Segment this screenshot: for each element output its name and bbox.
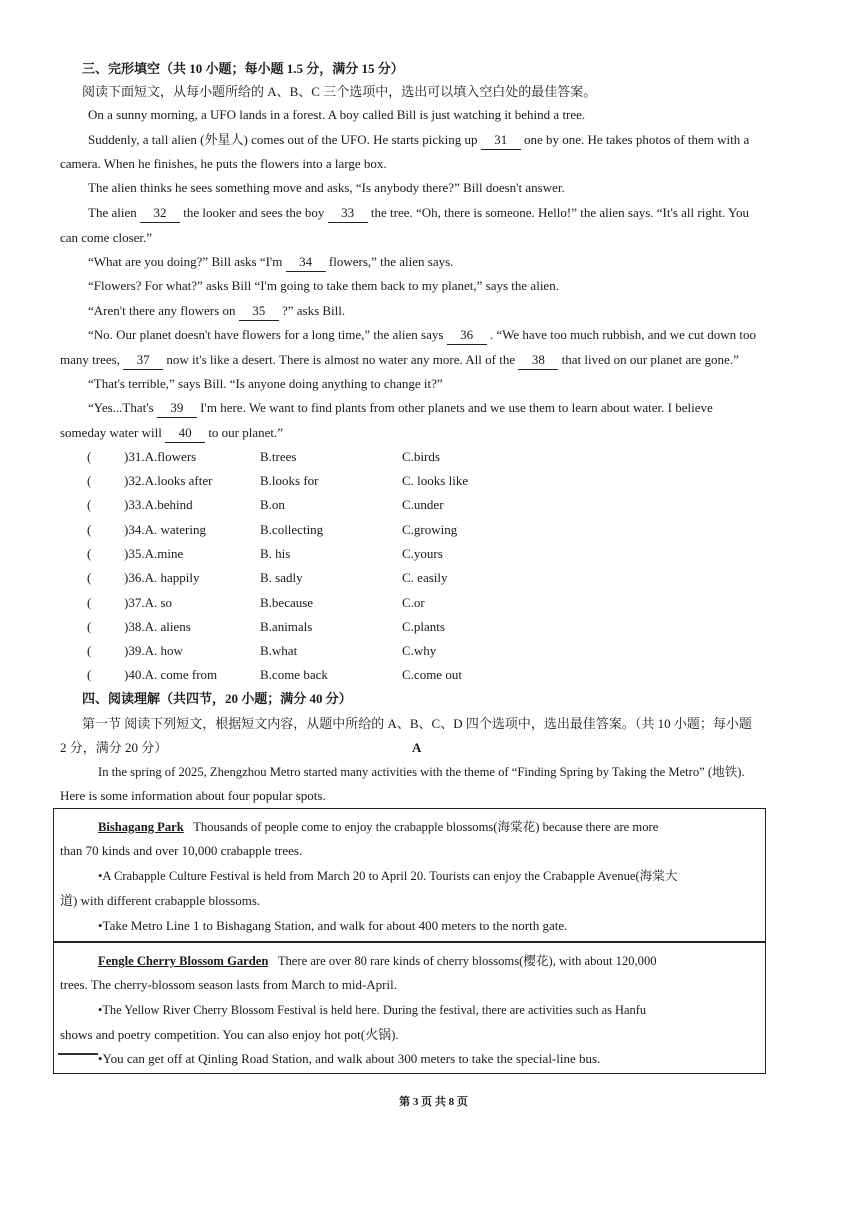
option-b: B. his	[260, 546, 291, 561]
option-a: )31.A.flowers	[124, 449, 197, 464]
passage-text: flowers,” the alien says.	[328, 254, 454, 269]
passage-text: someday water will	[60, 425, 162, 440]
blank-37: 37	[123, 351, 163, 370]
passage-text: many trees,	[60, 352, 120, 367]
option-c: C.come out	[402, 667, 462, 682]
spot-text: Thousands of people come to enjoy the crabapple blossoms(海棠花) because there are more	[193, 820, 659, 834]
passage-text: The alien	[88, 205, 137, 220]
passage-line: “That's terrible,” says Bill. “Is anyone doing anything to change it?”	[88, 376, 443, 391]
section3-heading: 三、完形填空（共 10 小题；每小题 1.5 分，满分 15 分）	[82, 61, 404, 76]
passage-text: “Aren't there any flowers on	[88, 303, 236, 318]
scan-smudge	[58, 1053, 98, 1055]
section4-instruction: 2 分，满分 20 分）	[60, 740, 168, 755]
passage-line	[88, 131, 749, 150]
passage-text: “What are you doing?” Bill asks “I'm	[88, 254, 283, 269]
option-a: )34.A. watering	[124, 522, 206, 537]
passage-text: . “We have too much rubbish, and we cut down too	[489, 327, 757, 342]
spot-line: shows and poetry competition. You can also enjoy hot pot(火锅).	[60, 1027, 399, 1042]
option-a: )37.A. so	[124, 595, 173, 610]
blank-36: 36	[447, 326, 487, 345]
option-b: B.collecting	[260, 522, 324, 537]
answer-paren: (	[87, 473, 92, 488]
blank-34: 34	[286, 253, 326, 272]
option-b: B.on	[260, 497, 285, 512]
option-a: )32.A.looks after	[124, 473, 213, 488]
blank-33: 33	[328, 204, 368, 223]
answer-paren: (	[87, 449, 92, 464]
intro-line: Here is some information about four popular spots.	[60, 788, 326, 803]
passage-line: “Flowers? For what?” asks Bill “I'm going to take them back to my planet,” says the alien.	[88, 278, 559, 293]
option-c: C.under	[402, 497, 444, 512]
option-c: C. looks like	[402, 473, 469, 488]
passage-text: to our planet.”	[208, 425, 284, 440]
blank-39: 39	[157, 399, 197, 418]
passage-text: “Yes...That's	[88, 400, 154, 415]
answer-paren: (	[87, 497, 92, 512]
spot-line: •You can get off at Qinling Road Station, and walk about 300 meters to take the special-line bus.	[98, 1051, 601, 1066]
passage-line: On a sunny morning, a UFO lands in a forest. A boy called Bill is just watching it behind a tree.	[88, 107, 586, 122]
answer-paren: (	[87, 643, 92, 658]
option-c: C.or	[402, 595, 425, 610]
option-c: C.yours	[402, 546, 443, 561]
spot-line: •The Yellow River Cherry Blossom Festival is held here. During the festival, there are activities such as Hanfu	[98, 1003, 647, 1017]
spot-line: than 70 kinds and over 10,000 crabapple trees.	[60, 843, 303, 858]
option-b: B. sadly	[260, 570, 303, 585]
spot-text: There are over 80 rare kinds of cherry blossoms(樱花), with about 120,000	[277, 954, 657, 968]
section3-instruction: 阅读下面短文，从每小题所给的 A、B、C 三个选项中，选出可以填入空白处的最佳答案。	[82, 84, 597, 99]
spot-line	[98, 818, 658, 836]
passage-line: The alien thinks he sees something move and asks, “Is anybody there?” Bill doesn't answer.	[88, 180, 565, 195]
passage-line	[60, 351, 739, 370]
answer-paren: (	[87, 595, 92, 610]
passage-line	[88, 204, 749, 223]
option-a: )39.A. how	[124, 643, 183, 658]
blank-31: 31	[481, 131, 521, 150]
option-a: )35.A.mine	[124, 546, 184, 561]
option-b: B.what	[260, 643, 298, 658]
passage-line	[60, 424, 283, 443]
spot-box-bishagang	[53, 808, 766, 943]
option-c: C.why	[402, 643, 437, 658]
passage-text: one by one. He takes photos of them with a	[523, 132, 750, 147]
option-a: )33.A.behind	[124, 497, 193, 512]
passage-text: I'm here. We want to find plants from other planets and we use them to learn about water. I believe	[200, 400, 713, 415]
answer-paren: (	[87, 522, 92, 537]
passage-line: can come closer.”	[60, 230, 153, 245]
passage-text: the looker and sees the boy	[183, 205, 325, 220]
passage-line	[88, 326, 756, 345]
answer-paren: (	[87, 619, 92, 634]
passage-line	[88, 253, 453, 272]
passage-label: A	[412, 740, 422, 755]
passage-text: the tree. “Oh, there is someone. Hello!” the alien says. “It's all right. You	[370, 205, 750, 220]
page-footer: 第 3 页 共 8 页	[399, 1096, 468, 1108]
option-b: B.come back	[260, 667, 328, 682]
option-b: B.animals	[260, 619, 313, 634]
answer-paren: (	[87, 546, 92, 561]
spot-name: Bishagang Park	[98, 820, 184, 834]
passage-text: now it's like a desert. There is almost no water any more. All of the	[166, 352, 516, 367]
spot-box-fengle	[53, 941, 766, 1074]
passage-text: Suddenly, a tall alien (外星人) comes out of the UFO. He starts picking up	[88, 132, 478, 147]
blank-32: 32	[140, 204, 180, 223]
option-a: )40.A. come from	[124, 667, 218, 682]
section4-instruction: 第一节 阅读下列短文，根据短文内容，从题中所给的 A、B、C、D 四个选项中，选出最佳答案。（共 10 小题；每小题	[82, 716, 752, 731]
option-b: B.looks for	[260, 473, 319, 488]
passage-line	[88, 399, 713, 418]
blank-38: 38	[518, 351, 558, 370]
option-a: )36.A. happily	[124, 570, 200, 585]
option-c: C.birds	[402, 449, 440, 464]
spot-line: trees. The cherry-blossom season lasts from March to mid-April.	[60, 977, 397, 992]
section4-heading: 四、阅读理解（共四节，20 小题；满分 40 分）	[82, 691, 352, 706]
option-c: C.growing	[402, 522, 458, 537]
passage-line	[88, 302, 345, 321]
answer-paren: (	[87, 570, 92, 585]
spot-name: Fengle Cherry Blossom Garden	[98, 954, 269, 968]
spot-line: 道) with different crabapple blossoms.	[60, 893, 261, 908]
answer-paren: (	[87, 667, 92, 682]
blank-40: 40	[165, 424, 205, 443]
blank-35: 35	[239, 302, 279, 321]
spot-line: •Take Metro Line 1 to Bishagang Station, and walk for about 400 meters to the north gate.	[98, 918, 568, 933]
spot-line	[98, 952, 657, 970]
passage-line: camera. When he finishes, he puts the flowers into a large box.	[60, 156, 387, 171]
option-c: C. easily	[402, 570, 448, 585]
intro-line: In the spring of 2025, Zhengzhou Metro started many activities with the theme of “Finding Spring by Taking the Metro” (地铁).	[98, 765, 745, 779]
passage-text: “No. Our planet doesn't have flowers for a long time,” the alien says	[88, 327, 444, 342]
option-c: C.plants	[402, 619, 445, 634]
spot-line: •A Crabapple Culture Festival is held from March 20 to April 20. Tourists can enjoy the Crabapple Avenue(海棠大	[98, 869, 678, 883]
passage-text: ?” asks Bill.	[281, 303, 346, 318]
option-b: B.because	[260, 595, 314, 610]
passage-text: that lived on our planet are gone.”	[561, 352, 739, 367]
option-b: B.trees	[260, 449, 297, 464]
option-a: )38.A. aliens	[124, 619, 191, 634]
